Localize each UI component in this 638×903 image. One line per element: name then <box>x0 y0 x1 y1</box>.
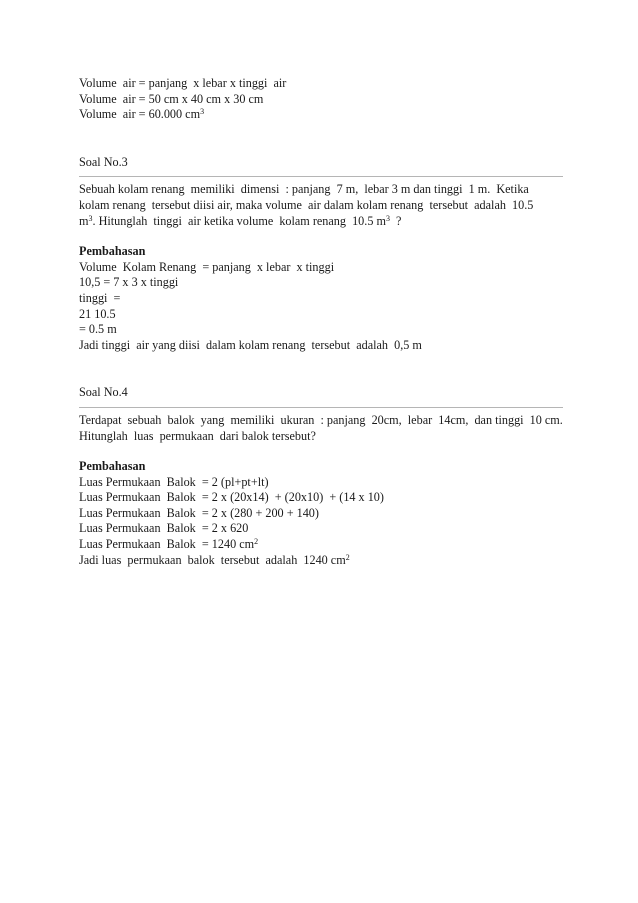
soal-4-conclusion <box>79 553 563 569</box>
soal-4-pembahasan-label: Pembahasan <box>79 459 146 474</box>
soal-4-section <box>79 385 563 568</box>
soal-3-answer-line-1: Volume Kolam Renang = panjang x lebar x tinggi <box>79 259 335 274</box>
soal-3-title: Soal No.3 <box>79 154 128 169</box>
soal-3-question-line-2: kolam renang tersebut diisi air, maka volume air dalam kolam renang tersebut adalah 10.5 <box>79 197 534 212</box>
soal-4-question-line-1: Terdapat sebuah balok yang memiliki ukuran : panjang 20cm, lebar 14cm, dan tinggi 10 cm. <box>79 412 563 427</box>
soal-4-title: Soal No.4 <box>79 385 128 400</box>
soal-3-q3-c: ? <box>389 213 402 228</box>
intro-line-3 <box>79 107 563 123</box>
soal-3-answer-line-3: tinggi = <box>79 290 121 305</box>
soal-3-q3-sup-2: 3 <box>385 213 390 223</box>
soal-4-question-line-2: Hitunglah luas permukaan dari balok tersebut? <box>79 428 316 443</box>
soal-4-conclusion-sup: 2 <box>345 552 350 562</box>
soal-4-answer-line-5 <box>79 537 563 553</box>
soal-4-answer-line-5-sup: 2 <box>254 537 259 547</box>
soal-3-answer-line-2: 10,5 = 7 x 3 x tinggi <box>79 275 179 290</box>
soal-3-q3-a: m <box>79 213 89 228</box>
soal-4-answer-line-3: Luas Permukaan Balok = 2 x (280 + 200 + 140) <box>79 505 319 520</box>
soal-3-q3-sup-1: 3 <box>88 213 93 223</box>
soal-3-question-line-3 <box>79 214 563 230</box>
document-page <box>79 76 563 568</box>
soal-4-divider <box>79 407 563 408</box>
soal-3-pembahasan-label: Pembahasan <box>79 244 146 259</box>
soal-4-answer-line-5-text: Luas Permukaan Balok = 1240 cm <box>79 537 255 552</box>
intro-line-3-sup: 3 <box>200 107 205 117</box>
soal-3-answer-line-6: Jadi tinggi air yang diisi dalam kolam renang tersebut adalah 0,5 m <box>79 337 422 352</box>
soal-3-answer-line-5: = 0.5 m <box>79 322 117 337</box>
soal-4-answer-line-4: Luas Permukaan Balok = 2 x 620 <box>79 521 249 536</box>
soal-3-answer-line-4: 21 10.5 <box>79 306 116 321</box>
soal-3-divider <box>79 176 563 177</box>
soal-4-answer-line-1: Luas Permukaan Balok = 2 (pl+pt+lt) <box>79 474 269 489</box>
intro-block <box>79 76 563 123</box>
soal-3-q3-b: . Hitunglah tinggi air ketika volume kolam renang 10.5 m <box>92 213 386 228</box>
soal-4-conclusion-text: Jadi luas permukaan balok tersebut adalah 1240 cm <box>79 552 346 567</box>
intro-line-1: Volume air = panjang x lebar x tinggi air <box>79 76 287 90</box>
soal-3-section <box>79 155 563 354</box>
soal-3-question-line-1: Sebuah kolam renang memiliki dimensi : panjang 7 m, lebar 3 m dan tinggi 1 m. Ketika <box>79 182 529 197</box>
intro-line-3-text: Volume air = 60.000 cm <box>79 107 201 122</box>
intro-line-2: Volume air = 50 cm x 40 cm x 30 cm <box>79 91 264 106</box>
soal-4-answer-line-2: Luas Permukaan Balok = 2 x (20x14) + (20x10) + (14 x 10) <box>79 490 384 505</box>
